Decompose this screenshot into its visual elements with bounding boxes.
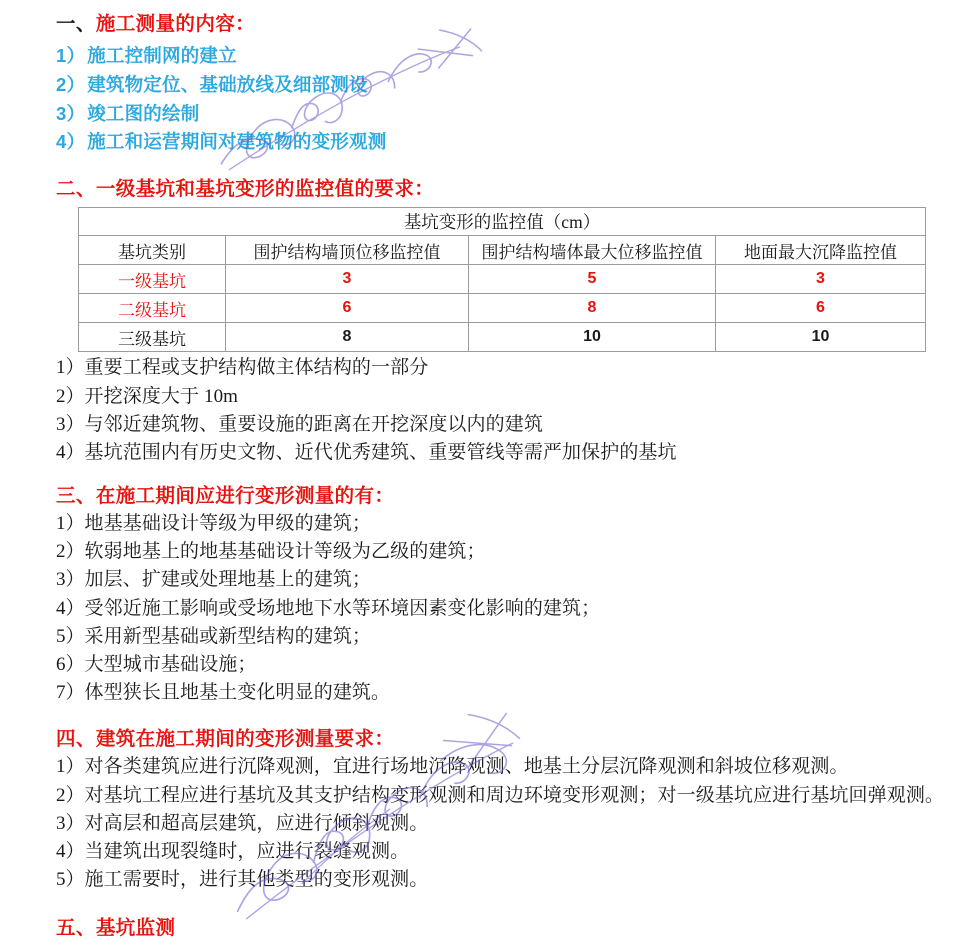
table-cell-category: 二级基坑 [79, 294, 226, 323]
list-marker: 4） [56, 441, 85, 463]
list-marker: 4） [56, 840, 85, 862]
table-header-cell: 围护结构墙体最大位移监控值 [469, 236, 716, 265]
spacer [56, 894, 947, 916]
list-text: 施工控制网的建立 [87, 45, 237, 67]
list-text: 对基坑工程应进行基坑及其支护结构变形观测和周边环境变形观测；对一级基坑应进行基坑回弹观测。 [84, 784, 945, 806]
table-cell-value: 3 [226, 265, 469, 294]
list-item [56, 866, 947, 894]
list-item [56, 538, 947, 566]
list-item [56, 753, 947, 781]
table-cell-value: 3 [716, 265, 926, 294]
list-marker: 5） [56, 868, 85, 890]
section-3-heading-text: 在施工期间应进行变形测量的有： [95, 484, 395, 507]
table-cell-value: 10 [716, 323, 926, 352]
list-marker: 1） [56, 357, 85, 379]
list-marker: 4） [56, 597, 85, 619]
list-marker: 1） [56, 756, 85, 778]
list-marker: 4） [56, 131, 86, 153]
table-header-cell: 围护结构墙顶位移监控值 [226, 236, 469, 265]
list-text: 对高层和超高层建筑，应进行倾斜观测。 [84, 812, 429, 834]
table-cell-value: 6 [226, 294, 469, 323]
list-marker: 6） [56, 653, 85, 675]
list-text: 施工和运营期间对建筑物的变形观测 [87, 131, 387, 153]
section-5 [56, 916, 947, 940]
table-header-cell: 基坑类别 [79, 236, 226, 265]
list-item [56, 411, 947, 439]
list-item [56, 383, 947, 411]
list-text: 加层、扩建或处理地基上的建筑； [84, 569, 372, 591]
section-3 [56, 484, 947, 707]
table-title-row [79, 208, 926, 236]
section-2 [56, 177, 947, 467]
list-item [56, 100, 947, 129]
list-text: 建筑物定位、基础放线及细部测设 [87, 74, 368, 96]
table-header-row [79, 236, 926, 265]
table-cell-value: 10 [469, 323, 716, 352]
list-marker: 3） [56, 413, 85, 435]
list-marker: 5） [56, 625, 85, 647]
spacer [56, 707, 947, 727]
list-text: 采用新型基础或新型结构的建筑； [84, 625, 372, 647]
list-marker: 7） [56, 681, 85, 703]
section-2-heading-prefix: 二、 [56, 178, 96, 201]
table-row [79, 294, 926, 323]
monitor-table-wrapper [78, 207, 947, 352]
list-item [56, 595, 947, 623]
list-item [56, 128, 947, 157]
list-item [56, 439, 947, 467]
section-4-heading [56, 727, 947, 751]
section-3-heading-prefix: 三、 [56, 484, 96, 507]
section-5-heading-prefix: 五、 [56, 916, 96, 939]
list-item [56, 651, 947, 679]
list-text: 受邻近施工影响或受场地地下水等环境因素变化影响的建筑； [84, 597, 601, 619]
section-4 [56, 727, 947, 894]
spacer [56, 157, 947, 177]
list-text: 基坑范围内有历史文物、近代优秀建筑、重要管线等需严加保护的基坑 [84, 441, 677, 463]
section-5-heading [56, 916, 947, 940]
list-marker: 3） [56, 812, 85, 834]
section-4-heading-text: 建筑在施工期间的变形测量要求： [95, 728, 395, 751]
list-marker: 2） [56, 541, 85, 563]
section-1-heading-text: 施工测量的内容： [95, 13, 256, 35]
section-1-heading [56, 12, 947, 36]
section-1 [56, 12, 947, 157]
list-marker: 2） [56, 74, 86, 96]
list-text: 当建筑出现裂缝时，应进行裂缝观测。 [84, 840, 410, 862]
list-item [56, 838, 947, 866]
list-item [56, 42, 947, 71]
section-3-heading [56, 484, 947, 508]
list-text: 软弱地基上的地基基础设计等级为乙级的建筑； [84, 541, 486, 563]
list-text: 地基基础设计等级为甲级的建筑； [84, 513, 372, 535]
list-text: 竣工图的绘制 [87, 102, 200, 124]
list-item [56, 810, 947, 838]
table-cell-value: 5 [469, 265, 716, 294]
list-item [56, 566, 947, 594]
table-row [79, 265, 926, 294]
table-title: 基坑变形的监控值（cm） [79, 208, 926, 236]
section-5-heading-text: 基坑监测 [95, 916, 176, 939]
list-marker: 3） [56, 569, 85, 591]
section-4-list [56, 753, 947, 894]
list-item [56, 71, 947, 100]
section-3-list [56, 510, 947, 707]
list-item [56, 623, 947, 651]
table-row [79, 323, 926, 352]
section-2-heading-text: 一级基坑和基坑变形的监控值的要求： [95, 178, 435, 201]
table-cell-value: 8 [469, 294, 716, 323]
section-1-list [56, 42, 947, 157]
list-text: 与邻近建筑物、重要设施的距离在开挖深度以内的建筑 [84, 413, 543, 435]
list-item [56, 510, 947, 538]
list-item [56, 354, 947, 382]
list-item [56, 679, 947, 707]
table-cell-category: 一级基坑 [79, 265, 226, 294]
table-cell-value: 8 [226, 323, 469, 352]
section-4-heading-prefix: 四、 [56, 728, 96, 751]
monitor-table [78, 207, 926, 352]
section-2-heading [56, 177, 947, 201]
list-marker: 2） [56, 385, 85, 407]
table-header-cell: 地面最大沉降监控值 [716, 236, 926, 265]
list-marker: 3） [56, 102, 86, 124]
list-text: 施工需要时，进行其他类型的变形观测。 [84, 868, 429, 890]
table-cell-value: 6 [716, 294, 926, 323]
section-1-heading-prefix: 一、 [56, 13, 96, 35]
list-text: 对各类建筑应进行沉降观测，宜进行场地沉降观测、地基土分层沉降观测和斜坡位移观测。 [84, 756, 849, 778]
list-marker: 2） [56, 784, 85, 806]
list-marker: 1） [56, 45, 86, 67]
list-text: 重要工程或支护结构做主体结构的一部分 [84, 357, 429, 379]
list-text: 大型城市基础设施； [84, 653, 257, 675]
list-marker: 1） [56, 513, 85, 535]
list-text: 开挖深度大于 10m [84, 385, 239, 407]
table-cell-category: 三级基坑 [79, 323, 226, 352]
list-item [56, 782, 947, 810]
section-2-list [56, 354, 947, 466]
spacer [56, 467, 947, 484]
list-text: 体型狭长且地基土变化明显的建筑。 [84, 681, 391, 703]
